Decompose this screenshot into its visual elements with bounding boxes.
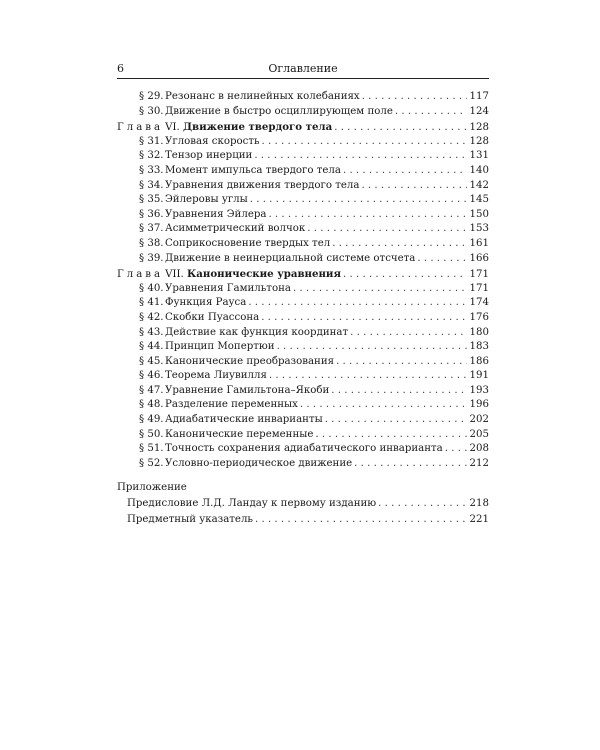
dot-leader bbox=[362, 90, 467, 105]
section-number bbox=[117, 179, 165, 194]
table-of-contents bbox=[117, 90, 489, 527]
dot-leader bbox=[254, 149, 467, 164]
toc-section-row bbox=[117, 208, 489, 223]
section-page-number: 166 bbox=[469, 252, 489, 264]
dot-leader bbox=[248, 296, 467, 311]
section-number bbox=[117, 384, 165, 399]
section-number-text: § 38. bbox=[139, 237, 164, 249]
dot-leader bbox=[445, 442, 467, 457]
dot-leader bbox=[268, 208, 467, 223]
section-title: Условно-периодическое движение bbox=[165, 457, 353, 469]
toc-section-row bbox=[117, 296, 489, 311]
section-number bbox=[117, 90, 165, 105]
dot-leader bbox=[325, 413, 467, 428]
appendix-page-number: 221 bbox=[469, 513, 489, 525]
section-title: Уравнения Гамильтона bbox=[165, 282, 291, 294]
section-number-text: § 34. bbox=[139, 179, 164, 191]
toc-section-row bbox=[117, 149, 489, 164]
section-number-text: § 43. bbox=[139, 326, 164, 338]
appendix-item-title: Предисловие Л.Д. Ландау к первому изданию bbox=[127, 498, 377, 510]
section-page-number: 145 bbox=[469, 194, 489, 206]
dot-leader bbox=[336, 355, 467, 370]
section-number-text: § 32. bbox=[139, 150, 164, 162]
section-title: Эйлеровы углы bbox=[165, 194, 248, 206]
section-title: Угловая скорость bbox=[165, 135, 260, 147]
section-number bbox=[117, 355, 165, 370]
section-number-text: § 31. bbox=[139, 135, 164, 147]
toc-section-row bbox=[117, 340, 489, 355]
section-title: Асимметрический волчок bbox=[165, 223, 306, 235]
section-page-number: 124 bbox=[469, 105, 489, 117]
section-number-text: § 40. bbox=[139, 282, 164, 294]
section-title: Соприкосновение твердых тел bbox=[165, 237, 331, 249]
section-page-number: 205 bbox=[469, 428, 489, 440]
chapter-page-number: 171 bbox=[469, 269, 489, 281]
toc-section-row bbox=[117, 135, 489, 150]
section-title: Функция Рауса bbox=[165, 297, 247, 309]
section-number-text: § 41. bbox=[139, 297, 164, 309]
section-title: Принцип Мопертюи bbox=[165, 341, 275, 353]
section-number bbox=[117, 105, 165, 120]
dot-leader bbox=[293, 282, 467, 297]
section-number bbox=[117, 237, 165, 252]
section-number-text: § 52. bbox=[139, 457, 164, 469]
section-number bbox=[117, 208, 165, 223]
section-number-text: § 50. bbox=[139, 428, 164, 440]
dot-leader bbox=[307, 222, 467, 237]
section-number bbox=[117, 164, 165, 179]
toc-section-row bbox=[117, 428, 489, 443]
dot-leader bbox=[343, 268, 467, 283]
dot-leader bbox=[417, 252, 467, 267]
toc-section-row bbox=[117, 237, 489, 252]
chapter-page-number: 128 bbox=[469, 122, 489, 134]
section-page-number: 186 bbox=[469, 355, 489, 367]
section-number bbox=[117, 311, 165, 326]
section-title: Уравнение Гамильтона–Якоби bbox=[165, 384, 330, 396]
section-number bbox=[117, 398, 165, 413]
dot-leader bbox=[250, 193, 467, 208]
section-page-number: 193 bbox=[469, 384, 489, 396]
section-number bbox=[117, 326, 165, 341]
section-number-text: § 30. bbox=[139, 105, 164, 117]
toc-section-row bbox=[117, 355, 489, 370]
section-number-text: § 49. bbox=[139, 414, 164, 426]
toc-chapter-row bbox=[117, 267, 489, 282]
dot-leader bbox=[255, 512, 467, 528]
section-title: Скобки Пуассона bbox=[165, 311, 260, 323]
toc-section-row bbox=[117, 282, 489, 297]
section-page-number: 183 bbox=[469, 341, 489, 353]
toc-section-row bbox=[117, 164, 489, 179]
section-number-text: § 37. bbox=[139, 223, 164, 235]
section-title: Канонические преобразования bbox=[165, 355, 335, 367]
section-page-number: 142 bbox=[469, 179, 489, 191]
section-number-text: § 29. bbox=[139, 91, 164, 102]
toc-section-row bbox=[117, 179, 489, 194]
section-title: Действие как функция координат bbox=[165, 326, 349, 338]
dot-leader bbox=[269, 369, 467, 384]
section-number-text: § 36. bbox=[139, 208, 164, 220]
running-title: Оглавление bbox=[268, 62, 338, 75]
running-header bbox=[117, 60, 489, 79]
section-title: Тензор инерции bbox=[165, 150, 253, 162]
section-page-number: 180 bbox=[469, 326, 489, 338]
section-title: Уравнения Эйлера bbox=[165, 208, 267, 220]
section-title: Движение в неинерциальной системе отсчета bbox=[165, 252, 416, 264]
chapter-title: Движение твердого тела bbox=[182, 121, 333, 134]
section-number bbox=[117, 149, 165, 164]
section-page-number: 117 bbox=[469, 91, 489, 102]
section-page-number: 128 bbox=[469, 135, 489, 147]
section-page-number: 161 bbox=[469, 237, 489, 249]
appendix-item-title: Предметный указатель bbox=[127, 513, 253, 525]
toc-section-row bbox=[117, 311, 489, 326]
dot-leader bbox=[300, 398, 467, 413]
toc-section-row bbox=[117, 105, 489, 120]
toc-section-row bbox=[117, 457, 489, 472]
section-number-text: § 33. bbox=[139, 164, 164, 176]
toc-section-row bbox=[117, 222, 489, 237]
toc-section-row bbox=[117, 90, 489, 105]
appendix-heading: Приложение bbox=[117, 482, 187, 494]
toc-section-row bbox=[117, 193, 489, 208]
dot-leader bbox=[261, 311, 467, 326]
chapter-label: Глава bbox=[117, 122, 164, 134]
appendix-page-number: 218 bbox=[469, 498, 489, 510]
section-number bbox=[117, 296, 165, 311]
dot-leader bbox=[361, 179, 467, 194]
section-page-number: 176 bbox=[469, 311, 489, 323]
section-page-number: 131 bbox=[469, 150, 489, 162]
dot-leader bbox=[332, 237, 467, 252]
page-number: 6 bbox=[117, 62, 124, 75]
section-page-number: 174 bbox=[469, 297, 489, 309]
section-page-number: 191 bbox=[469, 370, 489, 382]
toc-section-row bbox=[117, 384, 489, 399]
section-title: Канонические переменные bbox=[165, 428, 314, 440]
section-number bbox=[117, 413, 165, 428]
dot-leader bbox=[331, 384, 467, 399]
section-number bbox=[117, 282, 165, 297]
section-page-number: 196 bbox=[469, 399, 489, 411]
section-number bbox=[117, 222, 165, 237]
section-number bbox=[117, 428, 165, 443]
section-number bbox=[117, 252, 165, 267]
toc-appendix-row bbox=[117, 512, 489, 528]
section-page-number: 208 bbox=[469, 443, 489, 455]
section-number-text: § 46. bbox=[139, 370, 164, 382]
toc-chapter-row bbox=[117, 120, 489, 135]
section-title: Движение в быстро осциллирующем поле bbox=[165, 105, 393, 117]
section-number-text: § 35. bbox=[139, 194, 164, 206]
toc-section-row bbox=[117, 413, 489, 428]
section-number-text: § 42. bbox=[139, 311, 164, 323]
section-number bbox=[117, 193, 165, 208]
section-number-text: § 51. bbox=[139, 443, 164, 455]
toc-section-row bbox=[117, 398, 489, 413]
section-page-number: 202 bbox=[469, 414, 489, 426]
dot-leader bbox=[262, 135, 467, 150]
section-number bbox=[117, 457, 165, 472]
chapter-title: Канонические уравнения bbox=[187, 268, 342, 281]
section-number-text: § 48. bbox=[139, 399, 164, 411]
dot-leader bbox=[277, 340, 467, 355]
section-page-number: 212 bbox=[469, 457, 489, 469]
chapter-number: VI. bbox=[165, 122, 183, 134]
toc-section-row bbox=[117, 442, 489, 457]
toc-appendix-row bbox=[117, 496, 489, 512]
section-number bbox=[117, 135, 165, 150]
dot-leader bbox=[378, 496, 467, 512]
chapter-number: VII. bbox=[165, 269, 187, 281]
section-page-number: 171 bbox=[469, 282, 489, 294]
dot-leader bbox=[350, 326, 467, 341]
section-number bbox=[117, 340, 165, 355]
toc-section-row bbox=[117, 369, 489, 384]
section-number-text: § 44. bbox=[139, 341, 164, 353]
dot-leader bbox=[334, 121, 467, 136]
section-title: Разделение переменных bbox=[165, 399, 298, 411]
section-number-text: § 39. bbox=[139, 252, 164, 264]
dot-leader bbox=[315, 428, 467, 443]
toc-section-row bbox=[117, 326, 489, 341]
toc-section-row bbox=[117, 252, 489, 267]
section-page-number: 140 bbox=[469, 164, 489, 176]
section-title: Теорема Лиувилля bbox=[165, 370, 267, 382]
section-page-number: 153 bbox=[469, 223, 489, 235]
section-title: Точность сохранения адиабатического инварианта bbox=[165, 443, 443, 455]
section-title: Момент импульса твердого тела bbox=[165, 164, 341, 176]
chapter-label: Глава bbox=[117, 269, 164, 281]
section-page-number: 150 bbox=[469, 208, 489, 220]
dot-leader bbox=[354, 457, 467, 472]
dot-leader bbox=[343, 164, 467, 179]
section-title: Резонанс в нелинейных колебаниях bbox=[165, 91, 360, 102]
section-title: Уравнения движения твердого тела bbox=[165, 179, 360, 191]
section-number-text: § 47. bbox=[139, 384, 164, 396]
section-number bbox=[117, 369, 165, 384]
section-number bbox=[117, 442, 165, 457]
dot-leader bbox=[395, 105, 467, 120]
section-number-text: § 45. bbox=[139, 355, 164, 367]
section-title: Адиабатические инварианты bbox=[165, 414, 323, 426]
